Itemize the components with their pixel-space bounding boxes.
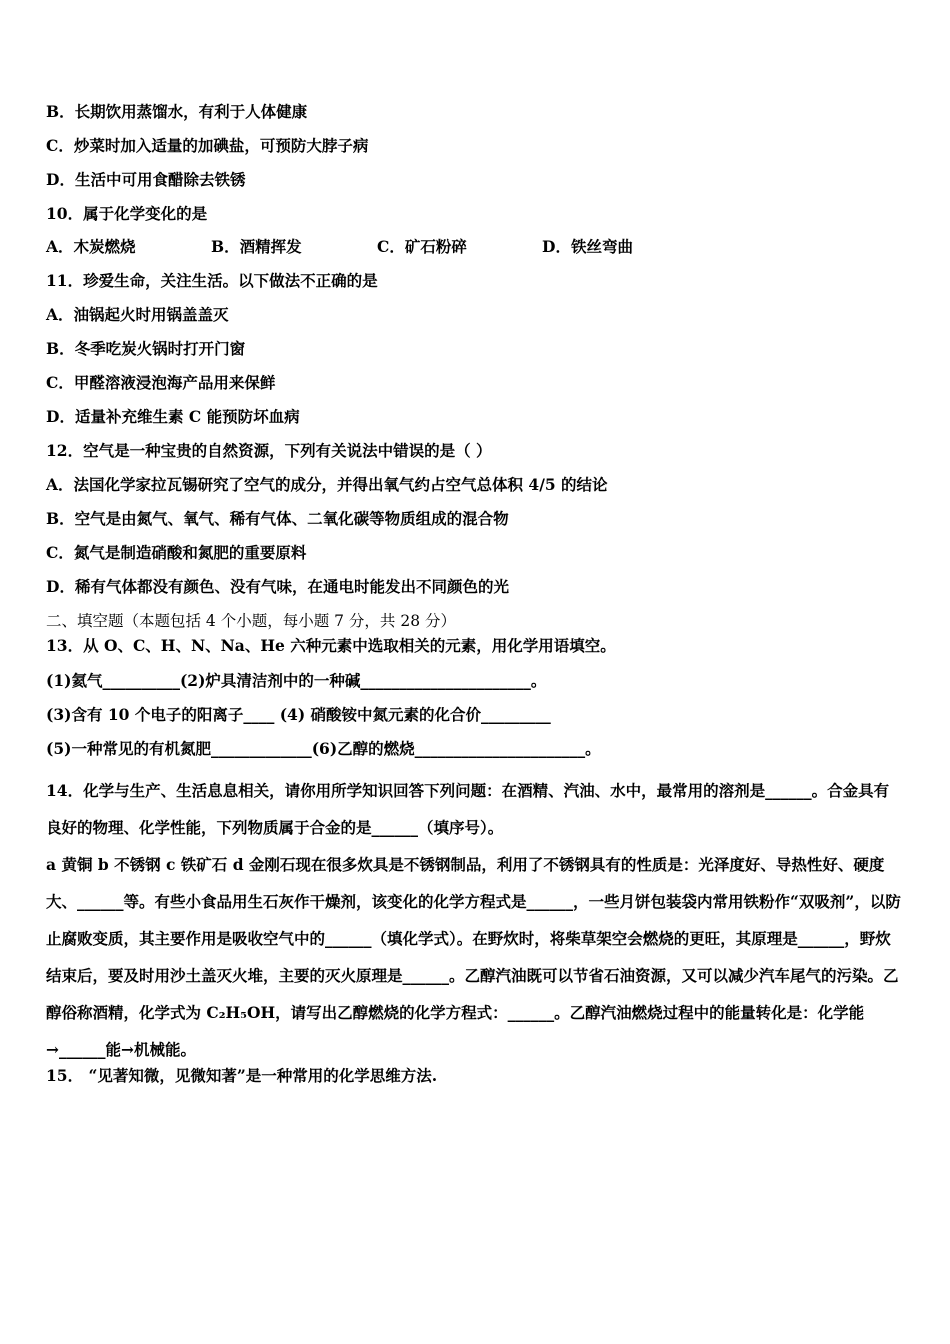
q11-option-a: A．油锅起火时用锅盖盖灭 [46, 305, 229, 324]
q13-line-2: (3)含有 10 个电子的阳离子____ (4) 硝酸铵中氮元素的化合价_________ [46, 705, 551, 724]
q9-option-b: B．长期饮用蒸馏水，有利于人体健康 [46, 102, 308, 121]
q12-option-d: D．稀有气体都没有颜色、没有气味，在通电时能发出不同颜色的光 [46, 577, 509, 596]
q9-option-c: C．炒菜时加入适量的加碘盐，可预防大脖子病 [46, 136, 369, 155]
q10-stem: 10．属于化学变化的是 [46, 204, 208, 223]
q11-option-d: D．适量补充维生素 C 能预防坏血病 [46, 407, 300, 426]
q10-option-b: B．酒精挥发 [211, 237, 302, 256]
q14-paragraph [46, 772, 904, 1068]
q10-options-row [46, 237, 904, 257]
q9-option-d: D．生活中可用食醋除去铁锈 [46, 170, 246, 189]
section-heading: 二、填空题（本题包括 4 个小题，每小题 7 分，共 28 分） [46, 612, 457, 630]
q12-option-b: B．空气是由氮气、氧气、稀有气体、二氧化碳等物质组成的混合物 [46, 509, 509, 528]
q10-option-c: C．矿石粉碎 [377, 237, 467, 256]
q11-stem: 11．珍爱生命，关注生活。以下做法不正确的是 [46, 271, 378, 290]
q13-stem: 13．从 O、C、H、N、Na、He 六种元素中选取相关的元素，用化学用语填空。 [46, 636, 616, 655]
q10-option-a: A．木炭燃烧 [46, 237, 136, 256]
q12-option-a: A．法国化学家拉瓦锡研究了空气的成分，并得出氧气约占空气总体积 4/5 的结论 [46, 475, 608, 494]
q12-option-c: C．氮气是制造硝酸和氮肥的重要原料 [46, 543, 307, 562]
q11-option-c: C．甲醛溶液浸泡海产品用来保鲜 [46, 373, 276, 392]
q11-option-b: B．冬季吃炭火锅时打开门窗 [46, 339, 246, 358]
q13-line-3: (5)一种常见的有机氮肥_____________(6)乙醇的燃烧______________________。 [46, 739, 601, 758]
q12-stem: 12．空气是一种宝贵的自然资源，下列有关说法中错误的是（ ） [46, 441, 492, 460]
q13-line-1: (1)氦气__________(2)炉具清洁剂中的一种碱______________________。 [46, 671, 547, 690]
q15-stem: 15． “见著知微，见微知著”是一种常用的化学思维方法. [46, 1066, 438, 1085]
q14-body: a 黄铜 b 不锈钢 c 铁矿石 d 金刚石现在很多炊具是不锈钢制品，利用了不锈钢具有的性质是：光泽度好、导热性好、硬度大、______等。有些小食品用生石灰作干燥剂，该变化的化学方程式是______，一些月饼包装袋内常用铁粉作“双吸剂”，以防止腐败变质，其主要作用是吸收空气中的______（填化学式）。在野炊时，将柴草架空会燃烧的更旺，其原理是______，野炊结束后，要及时用沙土盖灭火堆，主要的灭火原理是______。乙醇汽油既可以节省石油资源，又可以减少汽车尾气的污染。乙醇俗称酒精，化学式为 C₂H₅OH，请写出乙醇燃烧的化学方程式：______。乙醇汽油燃烧过程中的能量转化是：化学能→______能→机械能。 [46, 855, 901, 1059]
q10-option-d: D．铁丝弯曲 [542, 237, 633, 256]
q14-intro: 14．化学与生产、生活息息相关，请你用所学知识回答下列问题：在酒精、汽油、水中，最常用的溶剂是______。合金具有良好的物理、化学性能，下列物质属于合金的是______（填序号）。 [46, 781, 890, 837]
